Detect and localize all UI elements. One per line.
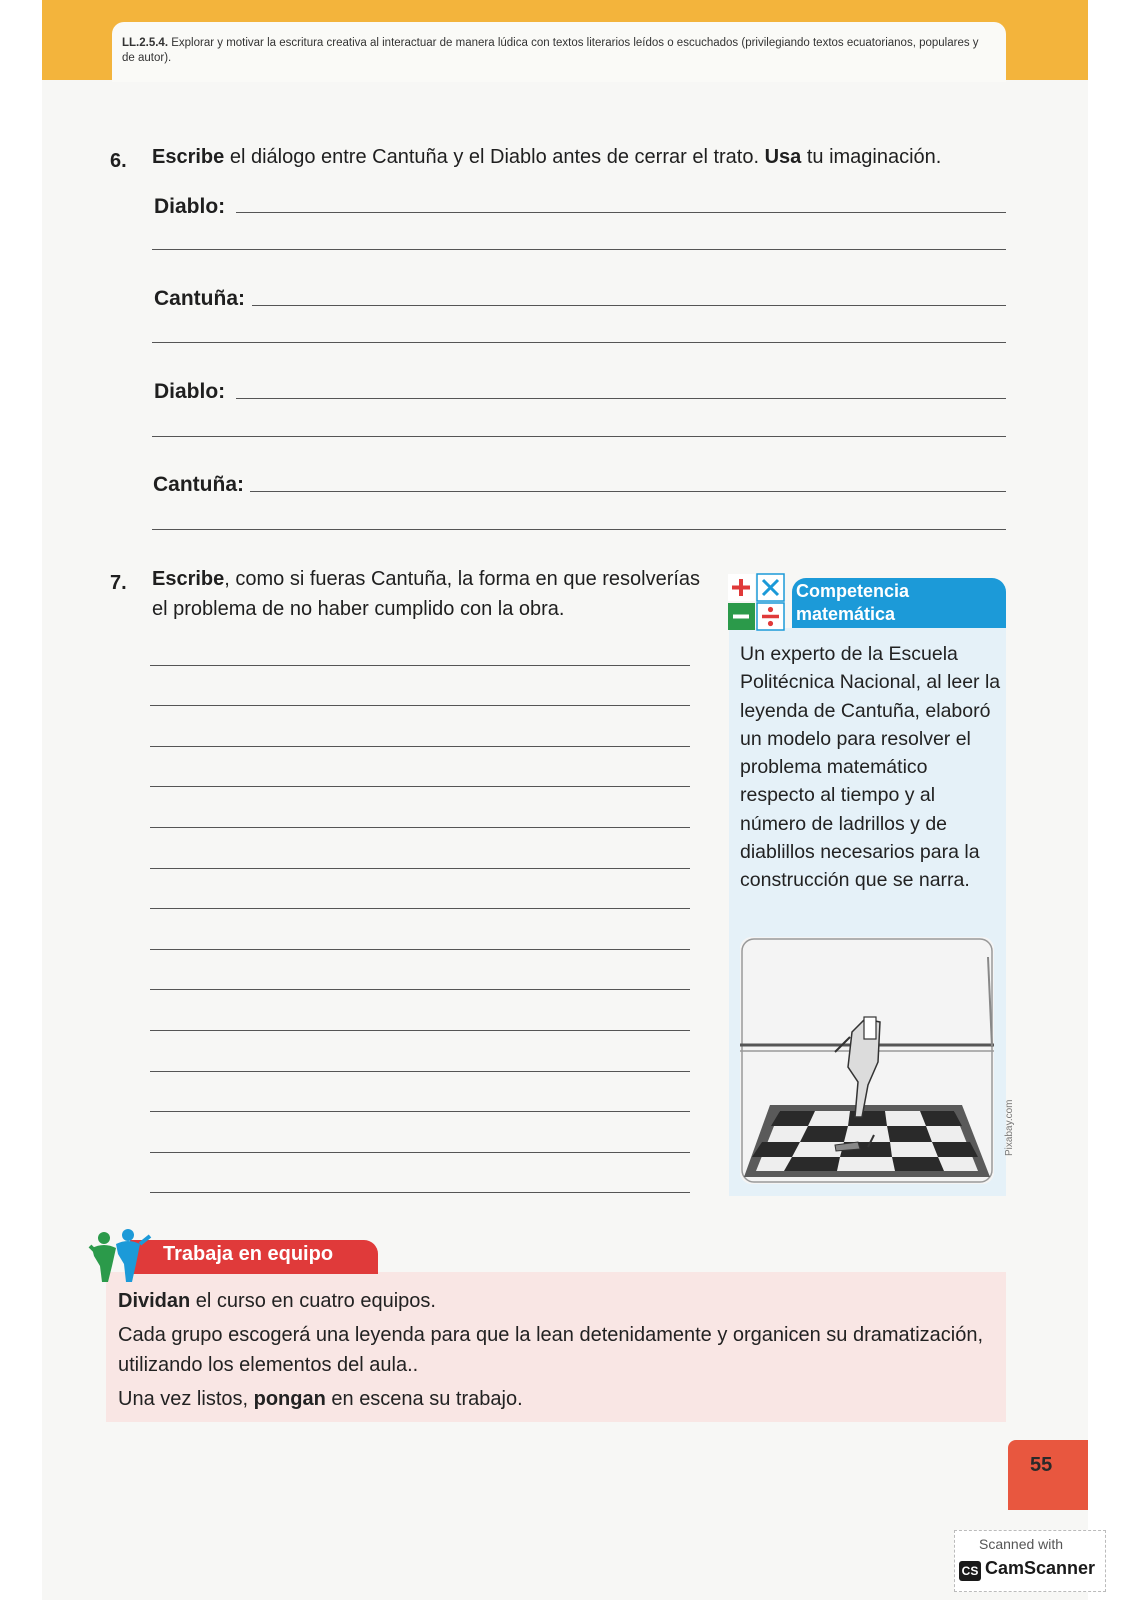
page-number: 55 [1030, 1454, 1053, 1476]
q6-text2: tu imaginación. [801, 146, 942, 168]
competencia-title-line1: Competencia [796, 581, 910, 601]
q7-number: 7. [110, 572, 127, 594]
answer-line[interactable] [150, 705, 690, 706]
q6-text1: el diálogo entre Cantuña y el Diablo antes de cerrar el trato. [224, 146, 765, 168]
answer-line[interactable] [150, 1071, 690, 1072]
competencia-title [796, 580, 996, 626]
answer-line[interactable] [150, 1030, 690, 1031]
camscanner-logo-icon: CS [959, 1561, 981, 1581]
answer-line[interactable] [236, 212, 1006, 213]
answer-line[interactable] [150, 868, 690, 869]
equipo-p3-text2: en escena su trabajo. [325, 1388, 523, 1410]
answer-line[interactable] [150, 827, 690, 828]
team-people-icon [86, 1226, 158, 1284]
answer-line[interactable] [150, 989, 690, 990]
answer-line[interactable] [150, 665, 690, 666]
q6-prompt [152, 142, 941, 172]
equipo-title: Trabaja en equipo [163, 1243, 334, 1265]
competencia-title-line2: matemática [796, 604, 896, 624]
dialogue-label-cantuna-2: Cantuña: [153, 473, 244, 496]
answer-line[interactable] [150, 746, 690, 747]
answer-line[interactable] [150, 786, 690, 787]
chessboard-scene-image [740, 937, 994, 1184]
competencia-body: Un experto de la Escuela Politécnica Nacional, al leer la leyenda de Cantuña, elaboró un modelo para resolver el problema matemático respecto al tiempo y al número de ladrillos y de diablillos necesarios para la construcción que se narra. [740, 643, 1001, 892]
q7-text: , como si fueras Cantuña, la forma en que resolverías el problema de no haber cumplido con la obra. [152, 568, 701, 620]
answer-line[interactable] [250, 491, 1006, 492]
equipo-p1-text: el curso en cuatro equipos. [190, 1290, 436, 1312]
answer-line[interactable] [152, 529, 1006, 530]
watermark-brand: CamScanner [985, 1558, 1096, 1578]
math-operations-icon [727, 573, 787, 633]
watermark-text: Scanned with [979, 1536, 1064, 1552]
answer-line[interactable] [150, 1192, 690, 1193]
dialogue-label-diablo-2: Diablo: [154, 380, 226, 403]
answer-line[interactable] [152, 436, 1006, 437]
equipo-verb-pongan: pongan [253, 1388, 326, 1410]
dialogue-label-diablo-1: Diablo: [154, 195, 226, 218]
answer-line[interactable] [150, 1111, 690, 1112]
answer-line[interactable] [152, 342, 1006, 343]
chessboard-illustration [740, 937, 994, 1184]
answer-line[interactable] [152, 249, 1006, 250]
equipo-paragraph-3 [118, 1384, 998, 1414]
answer-line[interactable] [150, 908, 690, 909]
answer-line[interactable] [236, 398, 1006, 399]
q7-prompt [152, 564, 712, 624]
equipo-verb-dividan: Dividan [118, 1290, 191, 1312]
q7-verb: Escribe [152, 568, 225, 590]
image-credit: Pixabay.com [1004, 1099, 1015, 1156]
skill-code: LL.2.5.4. [122, 37, 169, 49]
q6-verb: Escribe [152, 146, 225, 168]
equipo-p3-text1: Una vez listos, [118, 1388, 254, 1410]
equipo-paragraph-2: Cada grupo escogerá una leyenda para que la lean detenidamente y organicen su dramatización, utilizando los elementos del aula.. [118, 1324, 984, 1376]
q6-verb2: Usa [764, 146, 802, 168]
skill-text [122, 36, 992, 66]
skill-box [112, 22, 1006, 82]
answer-line[interactable] [252, 305, 1006, 306]
dialogue-label-cantuna-1: Cantuña: [154, 287, 245, 310]
answer-line[interactable] [150, 949, 690, 950]
q6-number: 6. [110, 150, 127, 172]
answer-line[interactable] [150, 1152, 690, 1153]
equipo-paragraph-1 [118, 1286, 998, 1316]
skill-description: Explorar y motivar la escritura creativa al interactuar de manera lúdica con textos literarios leídos o escuchados (privilegiando textos ecuatorianos, populares y de autor). [122, 37, 979, 64]
